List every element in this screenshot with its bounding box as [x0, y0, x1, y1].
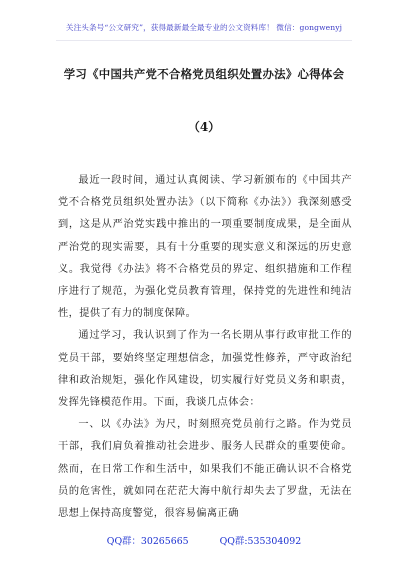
footer-qq-group-1: QQ群：30265665 [106, 536, 189, 547]
document-title: 学习《中国共产党不合格党员组织处置办法》心得体会 [63, 67, 345, 81]
paragraph: 通过学习，我认识到了作为一名长期从事行政审批工作的党员干部，要始终坚定理想信念，加强党性修养，严守政治纪律和政治规矩，强化作风建设，切实履行好党员义务和职责，发挥先锋模范作用。下面，我谈几点体会： [58, 330, 352, 409]
header-divider [56, 40, 352, 41]
paragraph: 一、以《办法》为尺，时刻照亮党员前行之路。作为党员干部，我们肩负着推动社会进步、服务人民群众的重要使命。然而，在日常工作和生活中，如果我们不能正确认识不合格党员的危害性，就如同在茫茫大海中航行却失去了罗盘，无法在思想上保持高度警觉，很容易偏离正确 [58, 419, 352, 520]
paragraph: 最近一段时间，通过认真阅读、学习新颁布的《中国共产党不合格党员组织处置办法》（以下简称《办法》）我深刻感受到，这是从严治党实践中推出的一项重要制度成果，是全面从严治党的现实需要，具有十分重要的现实意义和深远的历史意义。我觉得《办法》将不合格党员的界定、组织措施和工作程序进行了规范，为强化党员教育管理，保持党的先进性和纯洁性，提供了有力的制度保障。 [58, 175, 352, 320]
document-subtitle: （4） [187, 120, 221, 134]
document-body [58, 170, 352, 525]
footer-contact [0, 533, 408, 547]
header-banner: 关注头条号“公文研究”，获得最新最全最专业的公文资料库！ 微信：gongwenyj [65, 23, 343, 32]
footer-qq-group-2: QQ群:535304092 [219, 536, 302, 547]
